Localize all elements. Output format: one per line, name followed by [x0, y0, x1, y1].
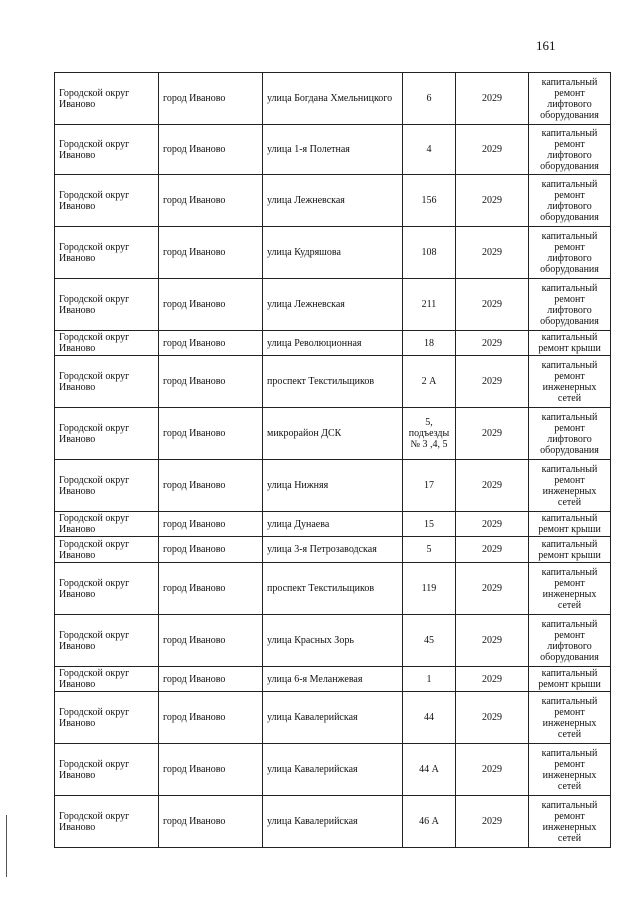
- work-type-cell: капитальный ремонт крыши: [529, 331, 611, 356]
- table-row: [55, 744, 611, 796]
- district-cell: Городской округ Иваново: [55, 175, 159, 227]
- district-cell: Городской округ Иваново: [55, 563, 159, 615]
- work-type-cell: капитальный ремонт инженерных сетей: [529, 796, 611, 848]
- city-cell: город Иваново: [159, 279, 263, 331]
- city-cell: город Иваново: [159, 563, 263, 615]
- repair-schedule-table: [54, 72, 611, 848]
- year-cell: 2029: [456, 512, 529, 537]
- street-cell: улица Революционная: [263, 331, 403, 356]
- house-number-cell: 46 А: [403, 796, 456, 848]
- city-cell: город Иваново: [159, 331, 263, 356]
- street-cell: улица 3-я Петрозаводская: [263, 537, 403, 563]
- city-cell: город Иваново: [159, 692, 263, 744]
- city-cell: город Иваново: [159, 356, 263, 408]
- house-number-cell: 1: [403, 667, 456, 692]
- table-row: [55, 563, 611, 615]
- year-cell: 2029: [456, 331, 529, 356]
- district-cell: Городской округ Иваново: [55, 356, 159, 408]
- table-row: [55, 692, 611, 744]
- street-cell: улица Кудряшова: [263, 227, 403, 279]
- work-type-cell: капитальный ремонт лифтового оборудования: [529, 408, 611, 460]
- city-cell: город Иваново: [159, 512, 263, 537]
- year-cell: 2029: [456, 563, 529, 615]
- city-cell: город Иваново: [159, 667, 263, 692]
- table-body: [55, 73, 611, 848]
- table-row: [55, 73, 611, 125]
- work-type-cell: капитальный ремонт лифтового оборудования: [529, 227, 611, 279]
- district-cell: Городской округ Иваново: [55, 331, 159, 356]
- year-cell: 2029: [456, 73, 529, 125]
- table-row: [55, 125, 611, 175]
- street-cell: улица Нижняя: [263, 460, 403, 512]
- work-type-cell: капитальный ремонт лифтового оборудования: [529, 615, 611, 667]
- work-type-cell: капитальный ремонт инженерных сетей: [529, 744, 611, 796]
- street-cell: улица Богдана Хмельницкого: [263, 73, 403, 125]
- city-cell: город Иваново: [159, 796, 263, 848]
- table-row: [55, 537, 611, 563]
- work-type-cell: капитальный ремонт крыши: [529, 537, 611, 563]
- house-number-cell: 2 А: [403, 356, 456, 408]
- house-number-cell: 44 А: [403, 744, 456, 796]
- street-cell: улица Лежневская: [263, 175, 403, 227]
- page-number: 161: [536, 38, 556, 53]
- work-type-cell: капитальный ремонт лифтового оборудования: [529, 73, 611, 125]
- year-cell: 2029: [456, 227, 529, 279]
- table-row: [55, 356, 611, 408]
- city-cell: город Иваново: [159, 615, 263, 667]
- city-cell: город Иваново: [159, 175, 263, 227]
- district-cell: Городской округ Иваново: [55, 512, 159, 537]
- year-cell: 2029: [456, 744, 529, 796]
- work-type-cell: капитальный ремонт лифтового оборудования: [529, 125, 611, 175]
- district-cell: Городской округ Иваново: [55, 796, 159, 848]
- house-number-cell: 6: [403, 73, 456, 125]
- street-cell: улица Лежневская: [263, 279, 403, 331]
- city-cell: город Иваново: [159, 744, 263, 796]
- work-type-cell: капитальный ремонт крыши: [529, 512, 611, 537]
- table-row: [55, 796, 611, 848]
- house-number-cell: 5: [403, 537, 456, 563]
- year-cell: 2029: [456, 279, 529, 331]
- table-row: [55, 227, 611, 279]
- year-cell: 2029: [456, 537, 529, 563]
- street-cell: проспект Текстильщиков: [263, 563, 403, 615]
- house-number-cell: 15: [403, 512, 456, 537]
- table-row: [55, 175, 611, 227]
- work-type-cell: капитальный ремонт крыши: [529, 667, 611, 692]
- street-cell: улица 1-я Полетная: [263, 125, 403, 175]
- district-cell: Городской округ Иваново: [55, 227, 159, 279]
- street-cell: улица Кавалерийская: [263, 796, 403, 848]
- district-cell: Городской округ Иваново: [55, 615, 159, 667]
- city-cell: город Иваново: [159, 537, 263, 563]
- house-number-cell: 156: [403, 175, 456, 227]
- table-row: [55, 460, 611, 512]
- district-cell: Городской округ Иваново: [55, 744, 159, 796]
- district-cell: Городской округ Иваново: [55, 692, 159, 744]
- house-number-cell: 5, подъезды № 3 ,4, 5: [403, 408, 456, 460]
- district-cell: Городской округ Иваново: [55, 279, 159, 331]
- year-cell: 2029: [456, 408, 529, 460]
- district-cell: Городской округ Иваново: [55, 537, 159, 563]
- work-type-cell: капитальный ремонт инженерных сетей: [529, 563, 611, 615]
- year-cell: 2029: [456, 125, 529, 175]
- table-row: [55, 279, 611, 331]
- house-number-cell: 18: [403, 331, 456, 356]
- street-cell: проспект Текстильщиков: [263, 356, 403, 408]
- scan-margin-line: [6, 815, 7, 877]
- street-cell: улица Кавалерийская: [263, 692, 403, 744]
- district-cell: Городской округ Иваново: [55, 408, 159, 460]
- table-row: [55, 667, 611, 692]
- city-cell: город Иваново: [159, 227, 263, 279]
- year-cell: 2029: [456, 615, 529, 667]
- year-cell: 2029: [456, 356, 529, 408]
- district-cell: Городской округ Иваново: [55, 460, 159, 512]
- house-number-cell: 108: [403, 227, 456, 279]
- district-cell: Городской округ Иваново: [55, 667, 159, 692]
- city-cell: город Иваново: [159, 460, 263, 512]
- year-cell: 2029: [456, 692, 529, 744]
- city-cell: город Иваново: [159, 73, 263, 125]
- work-type-cell: капитальный ремонт инженерных сетей: [529, 460, 611, 512]
- street-cell: улица Красных Зорь: [263, 615, 403, 667]
- table-row: [55, 615, 611, 667]
- street-cell: микрорайон ДСК: [263, 408, 403, 460]
- year-cell: 2029: [456, 667, 529, 692]
- work-type-cell: капитальный ремонт инженерных сетей: [529, 692, 611, 744]
- table-row: [55, 512, 611, 537]
- work-type-cell: капитальный ремонт инженерных сетей: [529, 356, 611, 408]
- table-row: [55, 408, 611, 460]
- house-number-cell: 4: [403, 125, 456, 175]
- work-type-cell: капитальный ремонт лифтового оборудования: [529, 279, 611, 331]
- table-row: [55, 331, 611, 356]
- street-cell: улица Кавалерийская: [263, 744, 403, 796]
- year-cell: 2029: [456, 175, 529, 227]
- year-cell: 2029: [456, 460, 529, 512]
- house-number-cell: 44: [403, 692, 456, 744]
- house-number-cell: 17: [403, 460, 456, 512]
- city-cell: город Иваново: [159, 408, 263, 460]
- city-cell: город Иваново: [159, 125, 263, 175]
- year-cell: 2029: [456, 796, 529, 848]
- house-number-cell: 119: [403, 563, 456, 615]
- street-cell: улица Дунаева: [263, 512, 403, 537]
- district-cell: Городской округ Иваново: [55, 125, 159, 175]
- house-number-cell: 45: [403, 615, 456, 667]
- street-cell: улица 6-я Меланжевая: [263, 667, 403, 692]
- district-cell: Городской округ Иваново: [55, 73, 159, 125]
- house-number-cell: 211: [403, 279, 456, 331]
- work-type-cell: капитальный ремонт лифтового оборудования: [529, 175, 611, 227]
